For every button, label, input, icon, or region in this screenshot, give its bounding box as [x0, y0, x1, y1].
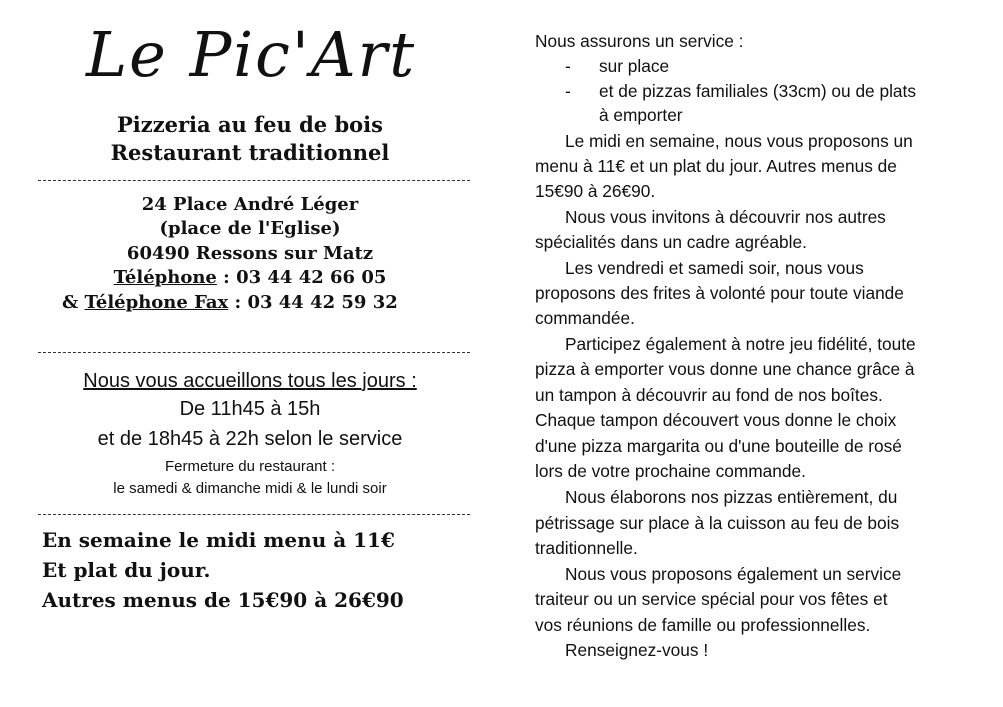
closure-heading: Fermeture du restaurant :	[164, 458, 336, 475]
paragraph-line: 15€90 à 26€90.	[535, 181, 656, 201]
fax-label: Téléphone Fax	[84, 292, 229, 313]
paragraph-line: traditionnelle.	[535, 538, 638, 558]
fax-prefix: &	[62, 292, 85, 313]
divider-3	[38, 514, 470, 515]
bullet-text: sur place	[599, 56, 670, 76]
bullet-text-continued: à emporter	[599, 105, 683, 125]
left-column	[0, 0, 500, 707]
divider-2	[38, 352, 470, 353]
promo-line-3: Autres menus de 15€90 à 26€90	[42, 588, 404, 612]
paragraph-line: proposons des frites à volonté pour toute viande	[535, 283, 904, 303]
paragraph-line: pétrissage sur place à la cuisson au feu de bois	[535, 513, 900, 533]
services-intro: Nous assurons un service :	[535, 31, 744, 51]
paragraph-line: pizza à emporter vous donne une chance grâce à	[535, 359, 915, 379]
address-line-2: (place de l'Eglise)	[159, 218, 341, 239]
hours-line-1: De 11h45 à 15h	[179, 398, 321, 420]
closure-days: le samedi & dimanche midi & le lundi soir	[113, 480, 387, 497]
paragraph-line: Le midi en semaine, nous vous proposons un	[565, 131, 913, 151]
paragraph-line: d'une pizza margarita ou d'une bouteille de rosé	[535, 436, 902, 456]
phone-label: Téléphone	[113, 267, 217, 288]
paragraph-line: un tampon à découvrir au fond de nos boîtes.	[535, 385, 883, 405]
closing-line: Renseignez-vous !	[565, 640, 709, 660]
paragraph-line: vos réunions de famille ou professionnelles.	[535, 615, 871, 635]
fax-number: : 03 44 42 59 32	[228, 292, 398, 313]
paragraph-line: Participez également à notre jeu fidélité, toute	[565, 334, 916, 354]
paragraph-line: Chaque tampon découvert vous donne le choix	[535, 410, 897, 430]
fax-line	[62, 292, 562, 313]
right-column	[510, 0, 1000, 707]
bullet-item	[565, 80, 1003, 102]
hours-line-2: et de 18h45 à 22h selon le service	[97, 428, 403, 450]
paragraph-line: traiteur ou un service spécial pour vos fêtes et	[535, 589, 888, 609]
paragraph-line: Nous élaborons nos pizzas entièrement, du	[565, 487, 898, 507]
bullet-dash: -	[565, 56, 571, 76]
phone-line	[0, 267, 500, 288]
divider-1	[38, 180, 470, 181]
bullet-text: et de pizzas familiales (33cm) ou de plats	[599, 81, 916, 101]
paragraph-line: spécialités dans un cadre agréable.	[535, 232, 807, 252]
bullet-dash: -	[565, 81, 571, 101]
hours-heading: Nous vous accueillons tous les jours :	[83, 370, 417, 392]
paragraph-line: Nous vous invitons à découvrir nos autres	[565, 207, 886, 227]
phone-number: : 03 44 42 66 05	[216, 267, 387, 288]
paragraph-line: Les vendredi et samedi soir, nous vous	[565, 258, 864, 278]
address-line-3: 60490 Ressons sur Matz	[126, 243, 374, 264]
restaurant-logo: Le Pic'Art	[86, 18, 417, 91]
subtitle-restaurant: Restaurant traditionnel	[110, 140, 390, 165]
paragraph-line: menu à 11€ et un plat du jour. Autres menus de	[535, 156, 897, 176]
paragraph-line: commandée.	[535, 308, 635, 328]
promo-line-2: Et plat du jour.	[42, 558, 211, 582]
address-line-1: 24 Place André Léger	[141, 194, 359, 215]
subtitle-pizzeria: Pizzeria au feu de bois	[117, 112, 383, 137]
paragraph-line: Nous vous proposons également un service	[565, 564, 902, 584]
bullet-item	[565, 55, 1003, 77]
promo-line-1: En semaine le midi menu à 11€	[42, 528, 395, 552]
paragraph-line: lors de votre prochaine commande.	[535, 461, 806, 481]
